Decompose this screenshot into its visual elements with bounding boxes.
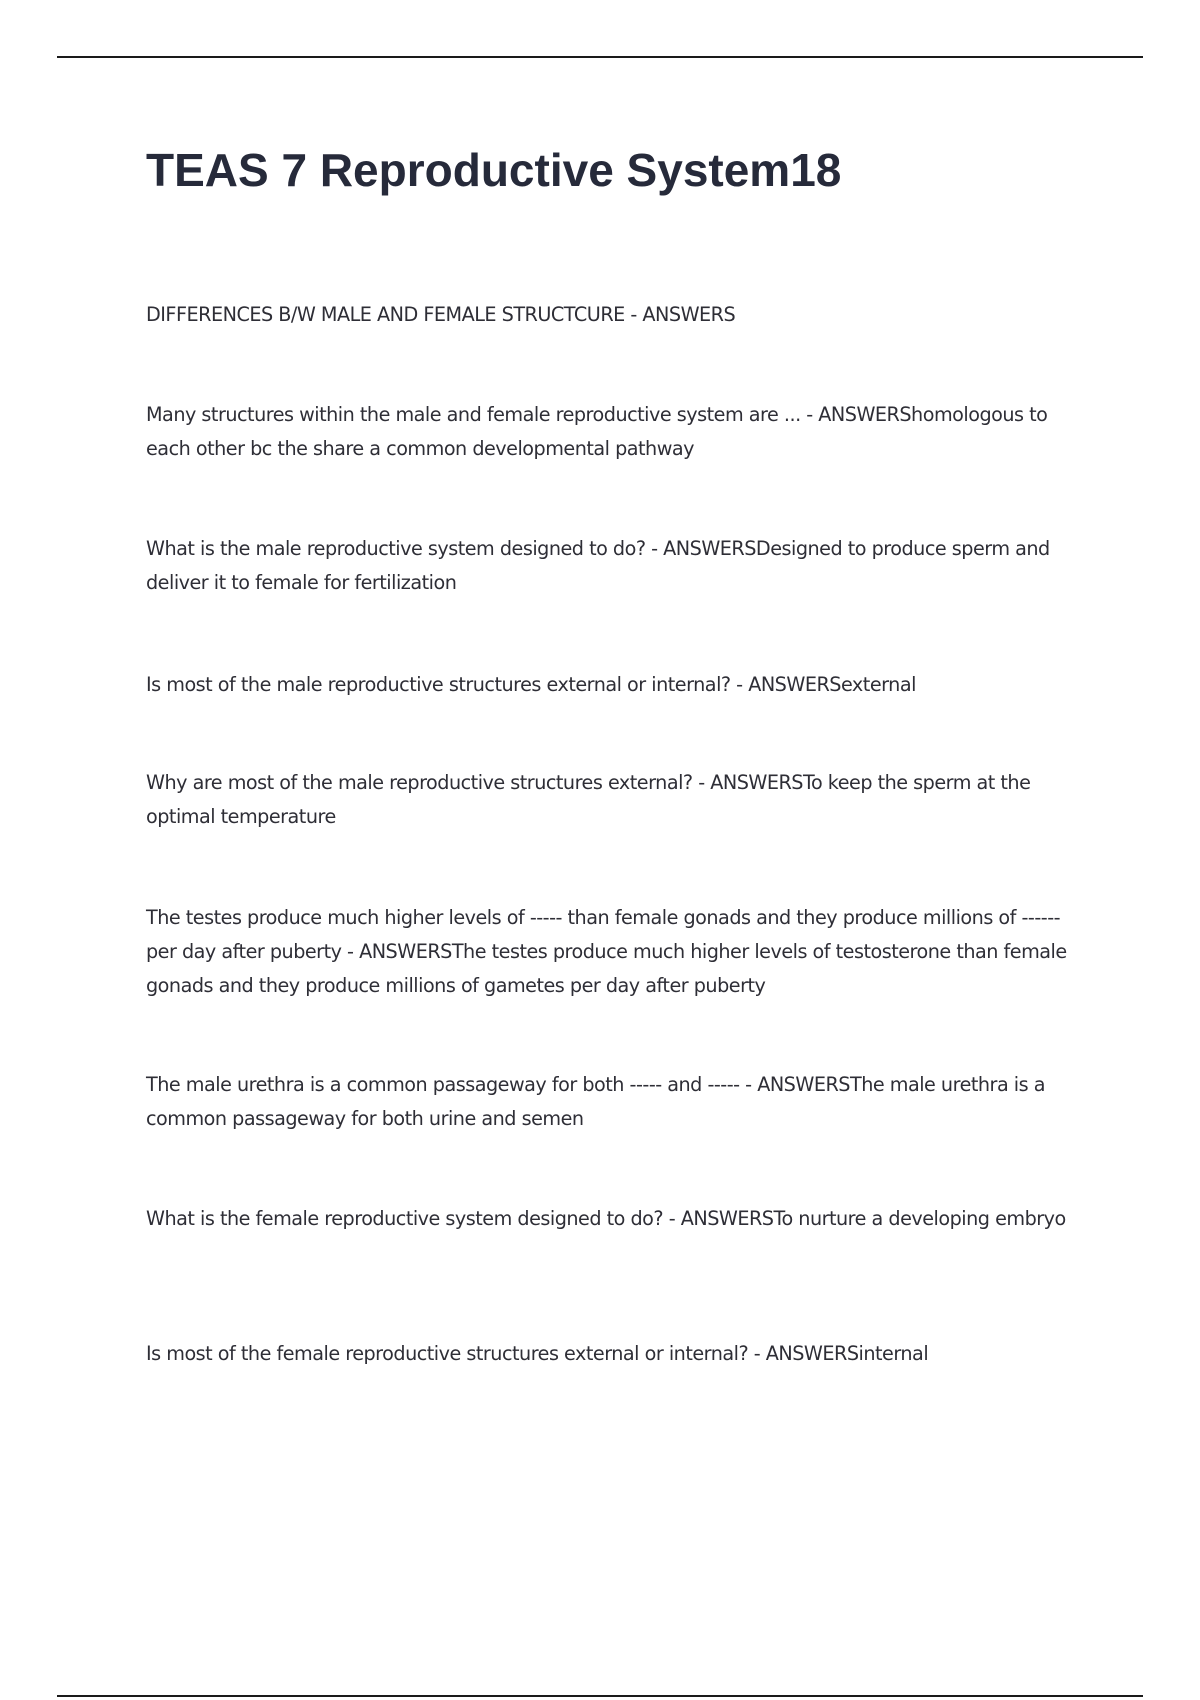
bottom-rule <box>57 1695 1143 1697</box>
qa-item-male-external-why: Why are most of the male reproductive structures external? - ANSWERSTo keep the sperm at the optimal temperature <box>146 771 1031 828</box>
qa-item-male-external-internal: Is most of the male reproductive structures external or internal? - ANSWERSexternal <box>146 673 916 696</box>
qa-item-female-external-internal: Is most of the female reproductive structures external or internal? - ANSWERSinternal <box>146 1342 929 1365</box>
section-heading: DIFFERENCES B/W MALE AND FEMALE STRUCTCURE - ANSWERS <box>146 303 736 326</box>
qa-item-male-system-purpose: What is the male reproductive system designed to do? - ANSWERSDesigned to produce sperm and deliver it to female for fertilization <box>146 537 1050 594</box>
qa-item-homologous: Many structures within the male and female reproductive system are ... - ANSWERShomologous to each other bc the share a common developmental pathway <box>146 403 1048 460</box>
top-rule <box>57 56 1143 58</box>
document-title: TEAS 7 Reproductive System18 <box>146 144 842 196</box>
qa-item-testes: The testes produce much higher levels of ----- than female gonads and they produce millions of ------ per day after puberty - ANSWERSThe testes produce much higher levels of testosterone than female gonads and they produce millions of gametes per day after puberty <box>146 906 1067 997</box>
qa-item-urethra: The male urethra is a common passageway for both ----- and ----- - ANSWERSThe male urethra is a common passageway for both urine and semen <box>146 1073 1045 1130</box>
qa-item-female-system-purpose: What is the female reproductive system designed to do? - ANSWERSTo nurture a developing embryo <box>146 1207 1066 1230</box>
